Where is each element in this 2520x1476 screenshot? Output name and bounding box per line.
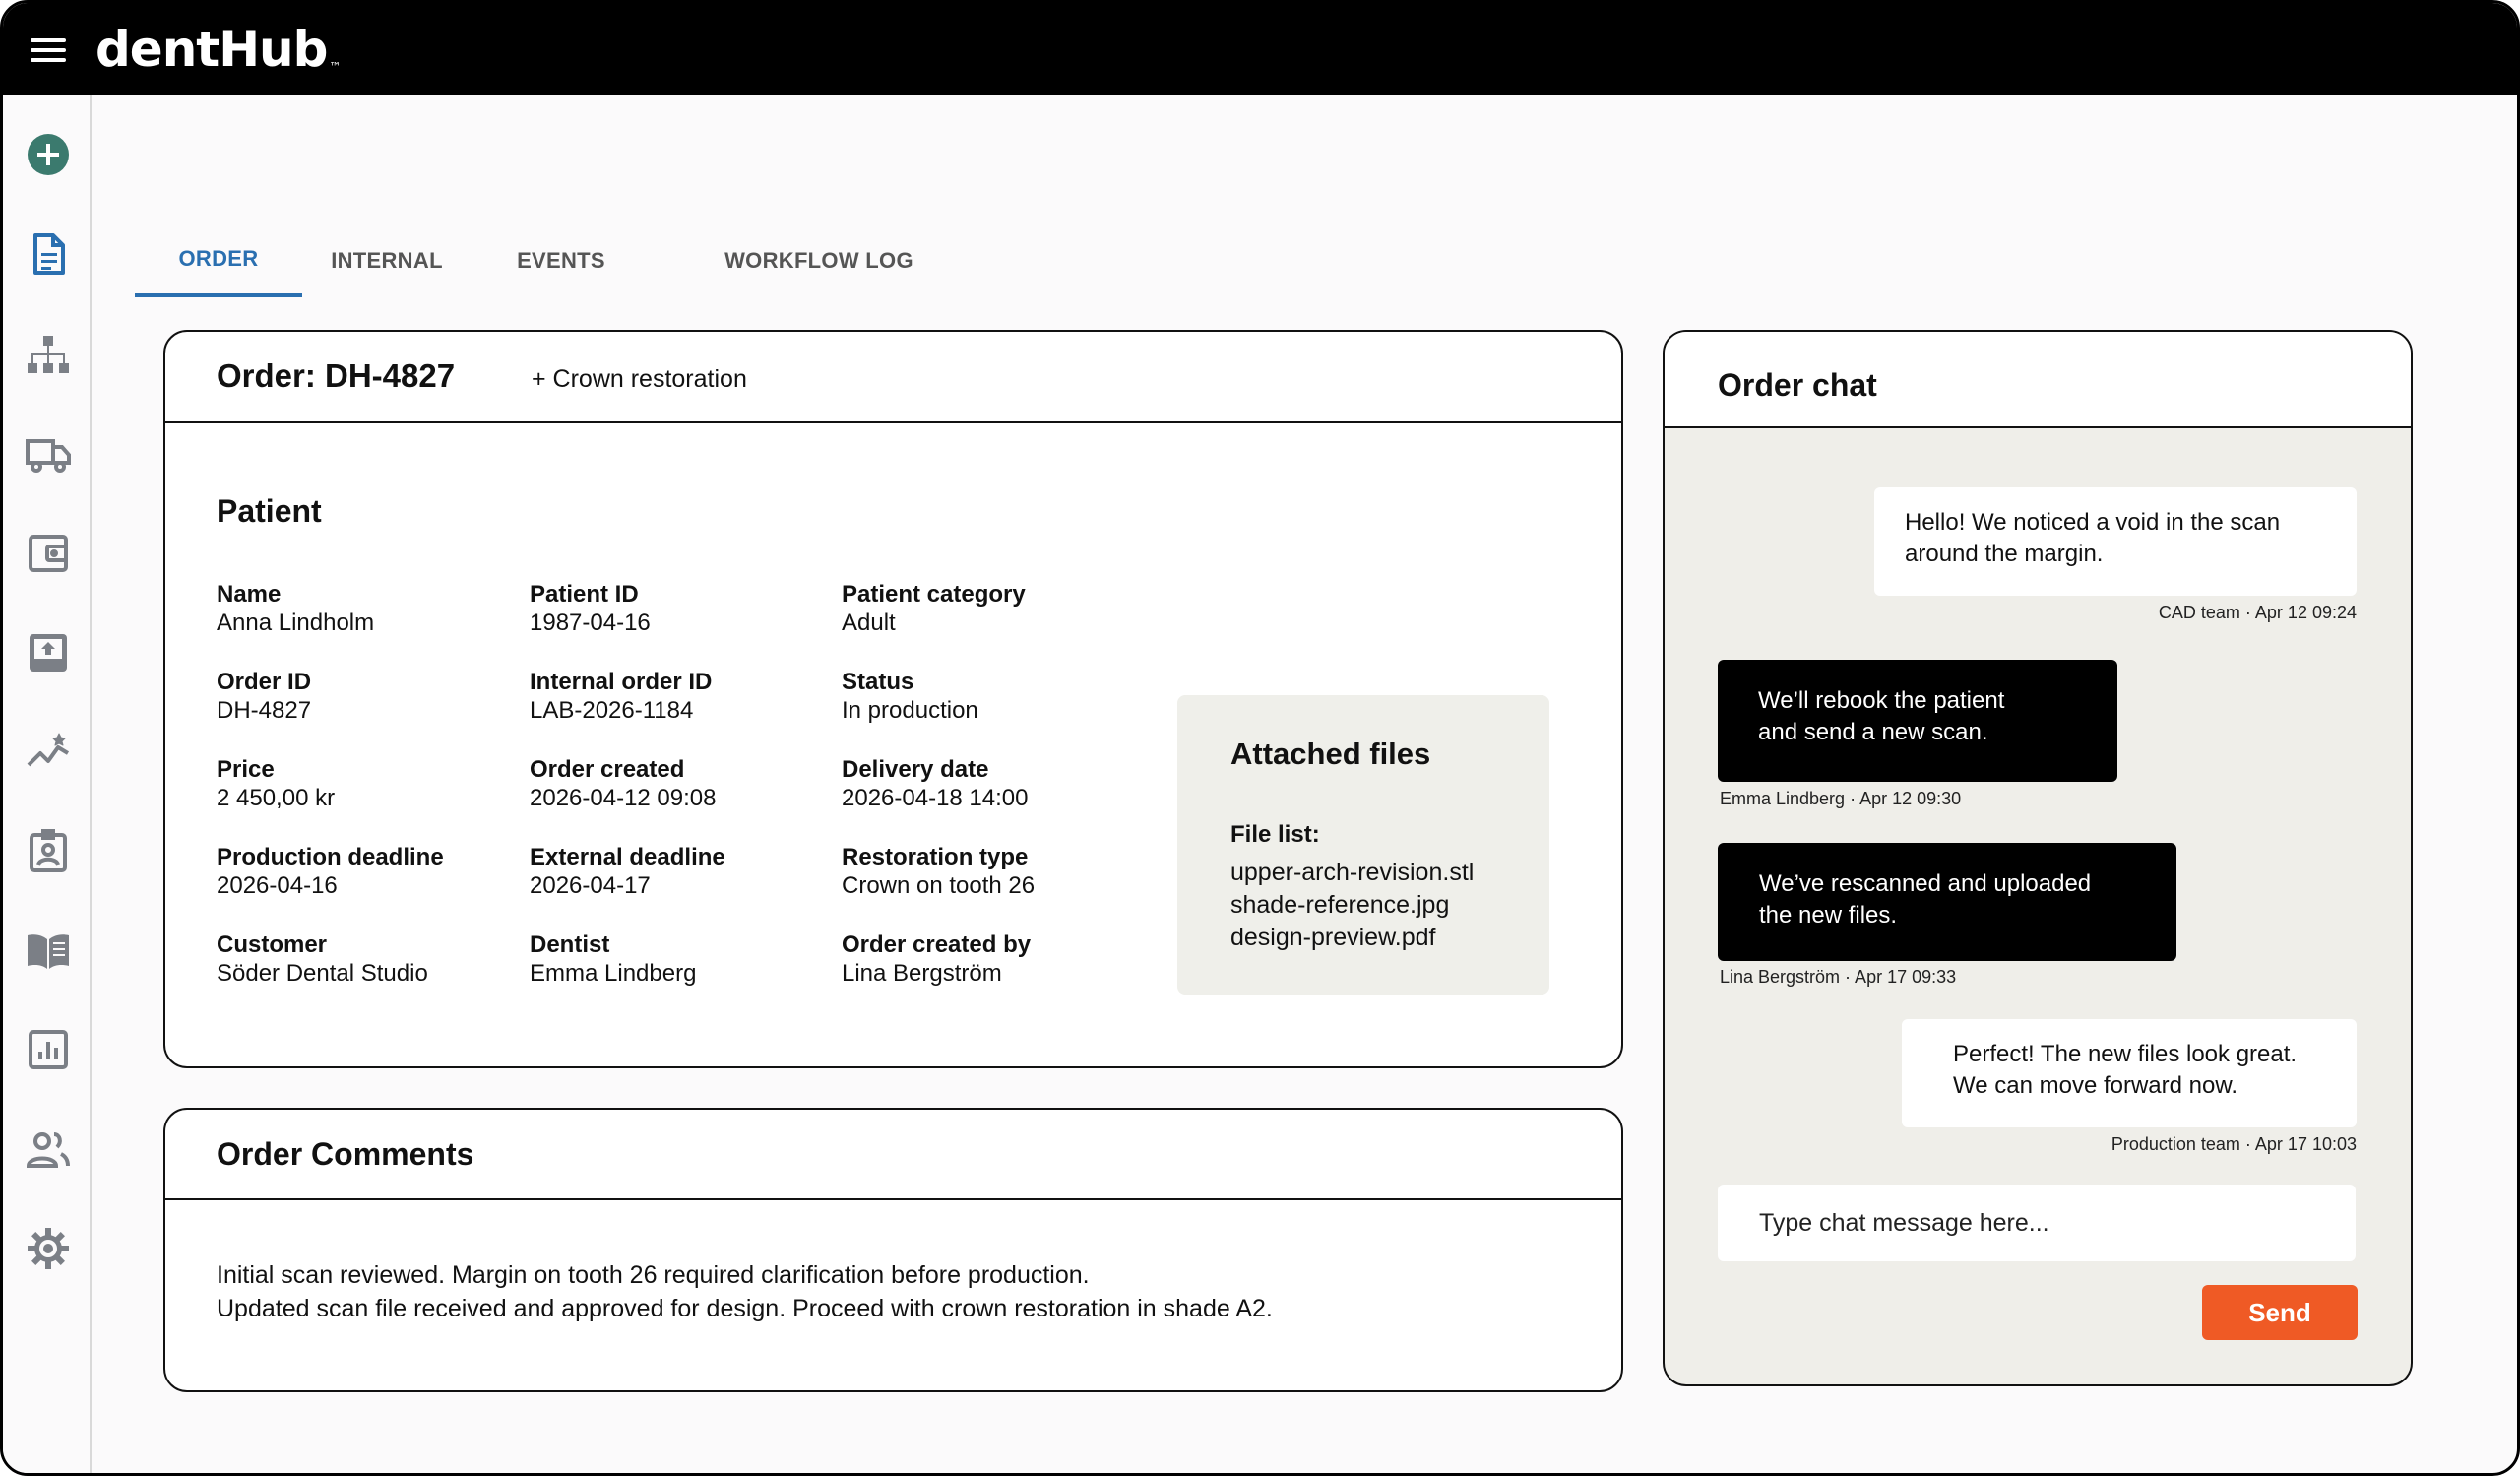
order-chat-header — [1665, 332, 2411, 428]
field-restoration-type: Restoration type Crown on tooth 26 — [842, 844, 1036, 899]
field-dentist: Dentist Emma Lindberg — [530, 931, 697, 987]
sidebar — [3, 95, 92, 1476]
chat-message-meta: CAD team · Apr 12 09:24 — [2158, 603, 2357, 622]
field-external-deadline: External deadline 2026-04-17 — [530, 844, 725, 899]
id-badge-icon[interactable] — [26, 828, 71, 873]
order-chat-title: Order chat — [1718, 367, 1877, 403]
gear-icon[interactable] — [26, 1226, 71, 1271]
tab-workflow-log[interactable]: WORKFLOW LOG — [724, 248, 914, 273]
order-card-header — [165, 332, 1621, 423]
chat-message-input[interactable] — [1718, 1185, 2356, 1261]
order-subtitle[interactable]: + Crown restoration — [532, 365, 747, 393]
comment-line: Initial scan reviewed. Margin on tooth 26 required clarification before production. — [217, 1261, 1090, 1289]
field-price: Price 2 450,00 kr — [217, 756, 336, 811]
truck-icon[interactable] — [26, 431, 71, 477]
field-internal-order-id: Internal order ID LAB-2026-1184 — [530, 669, 713, 724]
document-icon[interactable] — [26, 231, 71, 277]
plus-circle-icon[interactable] — [26, 132, 71, 177]
chat-message-meta: Production team · Apr 17 10:03 — [2110, 1134, 2357, 1154]
order-title: Order: DH-4827 — [217, 357, 456, 394]
field-production-deadline: Production deadline 2026-04-16 — [217, 844, 444, 899]
book-icon[interactable] — [26, 928, 71, 973]
field-patient-id: Patient ID 1987-04-16 — [530, 581, 651, 636]
hierarchy-icon[interactable] — [26, 332, 71, 377]
field-patient-category: Patient category Adult — [842, 581, 1026, 636]
field-order-created: Order created 2026-04-12 09:08 — [530, 756, 717, 811]
order-comments-title: Order Comments — [217, 1136, 474, 1172]
bar-chart-icon[interactable] — [26, 1027, 71, 1072]
chat-message-outgoing: We’ve rescanned and uploaded the new files. — [1718, 843, 2176, 961]
send-button[interactable]: Send — [2202, 1285, 2358, 1340]
file-link[interactable]: shade-reference.jpg — [1230, 891, 1450, 919]
order-card — [163, 330, 1623, 1068]
order-comments-header — [165, 1110, 1621, 1200]
field-status: Status In production — [842, 669, 978, 724]
chat-message-incoming: Perfect! The new files look great. We can move forward now. — [1902, 1019, 2357, 1127]
file-list-label: File list: — [1230, 821, 1320, 848]
file-link[interactable]: design-preview.pdf — [1230, 924, 1436, 951]
field-customer: Customer Söder Dental Studio — [217, 931, 428, 987]
app-logo[interactable]: dentHub ™ — [95, 21, 342, 78]
top-bar — [3, 3, 2517, 95]
field-order-id: Order ID DH-4827 — [217, 669, 312, 724]
chat-message-outgoing: We’ll rebook the patient and send a new scan. — [1718, 660, 2117, 782]
chat-message-incoming: Hello! We noticed a void in the scan around the margin. — [1874, 487, 2357, 596]
patient-heading: Patient — [217, 493, 322, 529]
attached-files-panel — [1177, 695, 1549, 995]
menu-icon[interactable] — [31, 38, 66, 62]
attached-files-title: Attached files — [1230, 737, 1431, 771]
field-name: Name Anna Lindholm — [217, 581, 375, 636]
chat-message-meta: Emma Lindberg · Apr 12 09:30 — [1720, 789, 1962, 808]
inbox-upload-icon[interactable] — [26, 630, 71, 675]
tab-events[interactable]: EVENTS — [517, 248, 605, 273]
field-order-created-by: Order created by Lina Bergström — [842, 931, 1032, 987]
analytics-icon[interactable] — [26, 730, 71, 775]
tab-internal[interactable]: INTERNAL — [331, 248, 443, 273]
chat-message-meta: Lina Bergström · Apr 17 09:33 — [1720, 967, 1957, 987]
tab-order[interactable]: ORDER — [135, 225, 302, 297]
wallet-icon[interactable] — [26, 531, 71, 576]
field-delivery-date: Delivery date 2026-04-18 14:00 — [842, 756, 1029, 811]
order-comments-card — [163, 1108, 1623, 1392]
file-link[interactable]: upper-arch-revision.stl — [1230, 859, 1475, 886]
users-icon[interactable] — [26, 1126, 71, 1172]
comment-line: Updated scan file received and approved for design. Proceed with crown restoration in shade A2. — [217, 1295, 1273, 1322]
order-chat-panel — [1663, 330, 2413, 1386]
